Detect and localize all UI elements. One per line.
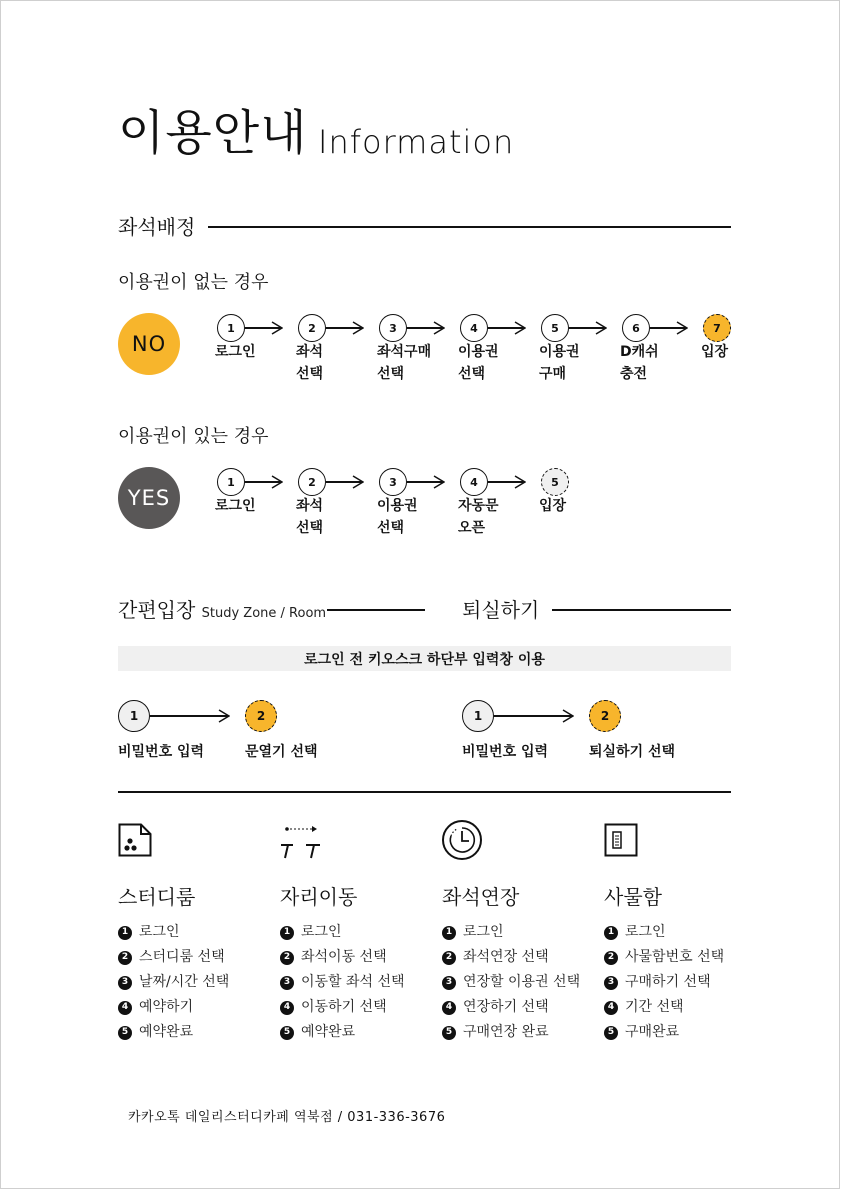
step-number-icon: 3 xyxy=(604,976,618,990)
page-title-ko: 이용안내 xyxy=(118,105,308,161)
footer-contact: 카카오톡 데일리스터디카페 역북점 / 031-336-3676 xyxy=(128,1110,446,1125)
step-number-icon: 2 xyxy=(604,951,618,965)
no-step-5-circle: 5 xyxy=(541,314,569,342)
locker-icon xyxy=(604,823,638,857)
quick-right-step-2-circle: 2 xyxy=(589,700,621,732)
feature-step-text: 로그인 xyxy=(463,924,504,940)
feature-step-text: 좌석연장 선택 xyxy=(463,949,549,965)
step-number-icon: 3 xyxy=(280,976,294,990)
no-step-7-circle: 7 xyxy=(703,314,731,342)
page-title-en: Information xyxy=(318,123,515,161)
no-step-4-circle: 4 xyxy=(460,314,488,342)
feature-step-text: 구매완료 xyxy=(625,1024,680,1040)
no-step-2-label: 좌석 선택 xyxy=(296,344,324,382)
yes-step-4-circle: 4 xyxy=(460,468,488,496)
feature-step-text: 구매하기 선택 xyxy=(625,974,711,990)
yes-step-1-arrow xyxy=(245,475,283,489)
no-step-6-arrow xyxy=(650,321,688,335)
no-step-3-circle: 3 xyxy=(379,314,407,342)
step-number-icon: 2 xyxy=(118,951,132,965)
step-number-icon: 4 xyxy=(118,1001,132,1015)
feature-1-title: 스터디룸 xyxy=(118,885,196,909)
list-item xyxy=(118,945,229,970)
no-step-5-label: 이용권 구매 xyxy=(539,344,580,382)
feature-step-text: 연장하기 선택 xyxy=(463,999,549,1015)
list-item xyxy=(604,970,724,995)
list-item xyxy=(442,995,580,1020)
quick-left-step-2-circle: 2 xyxy=(245,700,277,732)
step-number-icon: 5 xyxy=(442,1026,456,1040)
step-number-icon: 2 xyxy=(280,951,294,965)
feature-step-text: 좌석이동 선택 xyxy=(301,949,387,965)
feature-step-text: 예약완료 xyxy=(139,1024,194,1040)
yes-step-1-label: 로그인 xyxy=(215,498,256,514)
yes-step-3-arrow xyxy=(407,475,445,489)
quick-left-step-2-label: 문열기 선택 xyxy=(245,744,318,760)
yes-step-3-label: 이용권 선택 xyxy=(377,498,418,536)
quick-left-arrow xyxy=(150,709,230,723)
feature-step-text: 연장할 이용권 선택 xyxy=(463,974,581,990)
feature-4-title: 사물함 xyxy=(604,885,662,909)
no-step-3-arrow xyxy=(407,321,445,335)
list-item xyxy=(442,920,580,945)
features-divider xyxy=(118,791,731,793)
step-number-icon: 5 xyxy=(604,1026,618,1040)
no-step-4-arrow xyxy=(488,321,526,335)
no-step-3-label: 좌석구매 선택 xyxy=(377,344,432,382)
step-number-icon: 4 xyxy=(280,1001,294,1015)
no-step-2-circle: 2 xyxy=(298,314,326,342)
list-item xyxy=(118,1020,229,1045)
yes-step-5-label: 입장 xyxy=(539,498,567,514)
list-item xyxy=(280,920,405,945)
feature-2-title: 자리이동 xyxy=(280,885,358,909)
no-step-7-label: 입장 xyxy=(701,344,729,360)
feature-2-steps xyxy=(280,920,405,1045)
no-step-2-arrow xyxy=(326,321,364,335)
step-number-icon: 1 xyxy=(604,926,618,940)
list-item xyxy=(442,1020,580,1045)
quick-entry-title xyxy=(118,597,326,627)
step-number-icon: 3 xyxy=(442,976,456,990)
list-item xyxy=(118,970,229,995)
feature-3-title: 좌석연장 xyxy=(442,885,520,909)
quick-right-arrow xyxy=(494,709,574,723)
exit-divider xyxy=(552,609,731,611)
quick-left-step-1-label: 비밀번호 입력 xyxy=(118,744,205,760)
list-item xyxy=(604,995,724,1020)
feature-step-text: 이동하기 선택 xyxy=(301,999,387,1015)
study-room-icon xyxy=(118,823,152,857)
no-step-6-circle: 6 xyxy=(622,314,650,342)
list-item xyxy=(604,920,724,945)
feature-step-text: 구매연장 완료 xyxy=(463,1024,549,1040)
feature-step-text: 스터디룸 선택 xyxy=(139,949,225,965)
no-step-1-arrow xyxy=(245,321,283,335)
feature-1-steps xyxy=(118,920,229,1045)
step-number-icon: 1 xyxy=(442,926,456,940)
no-step-1-circle: 1 xyxy=(217,314,245,342)
exit-title: 퇴실하기 xyxy=(462,598,540,622)
list-item xyxy=(280,970,405,995)
clock-icon xyxy=(441,819,483,861)
list-item xyxy=(280,1020,405,1045)
quick-entry-divider xyxy=(327,609,425,611)
quick-right-step-2-label: 퇴실하기 선택 xyxy=(589,744,676,760)
no-step-4-label: 이용권 선택 xyxy=(458,344,499,382)
list-item xyxy=(280,995,405,1020)
feature-step-text: 날짜/시간 선택 xyxy=(139,974,230,990)
step-number-icon: 2 xyxy=(442,951,456,965)
yes-step-2-arrow xyxy=(326,475,364,489)
no-step-5-arrow xyxy=(569,321,607,335)
step-number-icon: 1 xyxy=(118,926,132,940)
yes-case-title: 이용권이 있는 경우 xyxy=(118,426,269,447)
step-number-icon: 4 xyxy=(604,1001,618,1015)
yes-step-3-circle: 3 xyxy=(379,468,407,496)
yes-step-4-label: 자동문 오픈 xyxy=(458,498,499,536)
yes-step-5-circle: 5 xyxy=(541,468,569,496)
feature-step-text: 사물함번호 선택 xyxy=(625,949,725,965)
list-item xyxy=(118,995,229,1020)
step-number-icon: 5 xyxy=(280,1026,294,1040)
feature-step-text: 예약하기 xyxy=(139,999,194,1015)
yes-step-1-circle: 1 xyxy=(217,468,245,496)
list-item xyxy=(604,1020,724,1045)
seat-move-icon xyxy=(278,823,324,859)
list-item xyxy=(442,945,580,970)
yes-step-2-circle: 2 xyxy=(298,468,326,496)
seat-section-divider xyxy=(208,226,731,228)
yes-badge: YES xyxy=(118,467,180,529)
yes-step-2-label: 좌석 선택 xyxy=(296,498,324,536)
feature-step-text: 예약완료 xyxy=(301,1024,356,1040)
kiosk-banner: 로그인 전 키오스크 하단부 입력창 이용 xyxy=(118,646,731,671)
seat-section-title: 좌석배정 xyxy=(118,215,196,239)
feature-3-steps xyxy=(442,920,580,1045)
no-step-6-label: D캐쉬 충전 xyxy=(620,344,659,382)
quick-entry-subtitle: Study Zone / Room xyxy=(201,606,327,621)
step-number-icon: 4 xyxy=(442,1001,456,1015)
no-step-1-label: 로그인 xyxy=(215,344,256,360)
no-badge: NO xyxy=(118,313,180,375)
list-item xyxy=(118,920,229,945)
yes-step-4-arrow xyxy=(488,475,526,489)
step-number-icon: 5 xyxy=(118,1026,132,1040)
quick-entry-title-text: 간편입장 xyxy=(118,598,196,622)
feature-step-text: 이동할 좌석 선택 xyxy=(301,974,405,990)
feature-step-text: 로그인 xyxy=(301,924,342,940)
feature-4-steps xyxy=(604,920,724,1045)
step-number-icon: 1 xyxy=(280,926,294,940)
quick-right-step-1-circle: 1 xyxy=(462,700,494,732)
step-number-icon: 3 xyxy=(118,976,132,990)
quick-left-step-1-circle: 1 xyxy=(118,700,150,732)
list-item xyxy=(442,970,580,995)
feature-step-text: 로그인 xyxy=(139,924,180,940)
list-item xyxy=(280,945,405,970)
no-case-title: 이용권이 없는 경우 xyxy=(118,272,269,293)
quick-right-step-1-label: 비밀번호 입력 xyxy=(462,744,549,760)
feature-step-text: 로그인 xyxy=(625,924,666,940)
list-item xyxy=(604,945,724,970)
feature-step-text: 기간 선택 xyxy=(625,999,684,1015)
